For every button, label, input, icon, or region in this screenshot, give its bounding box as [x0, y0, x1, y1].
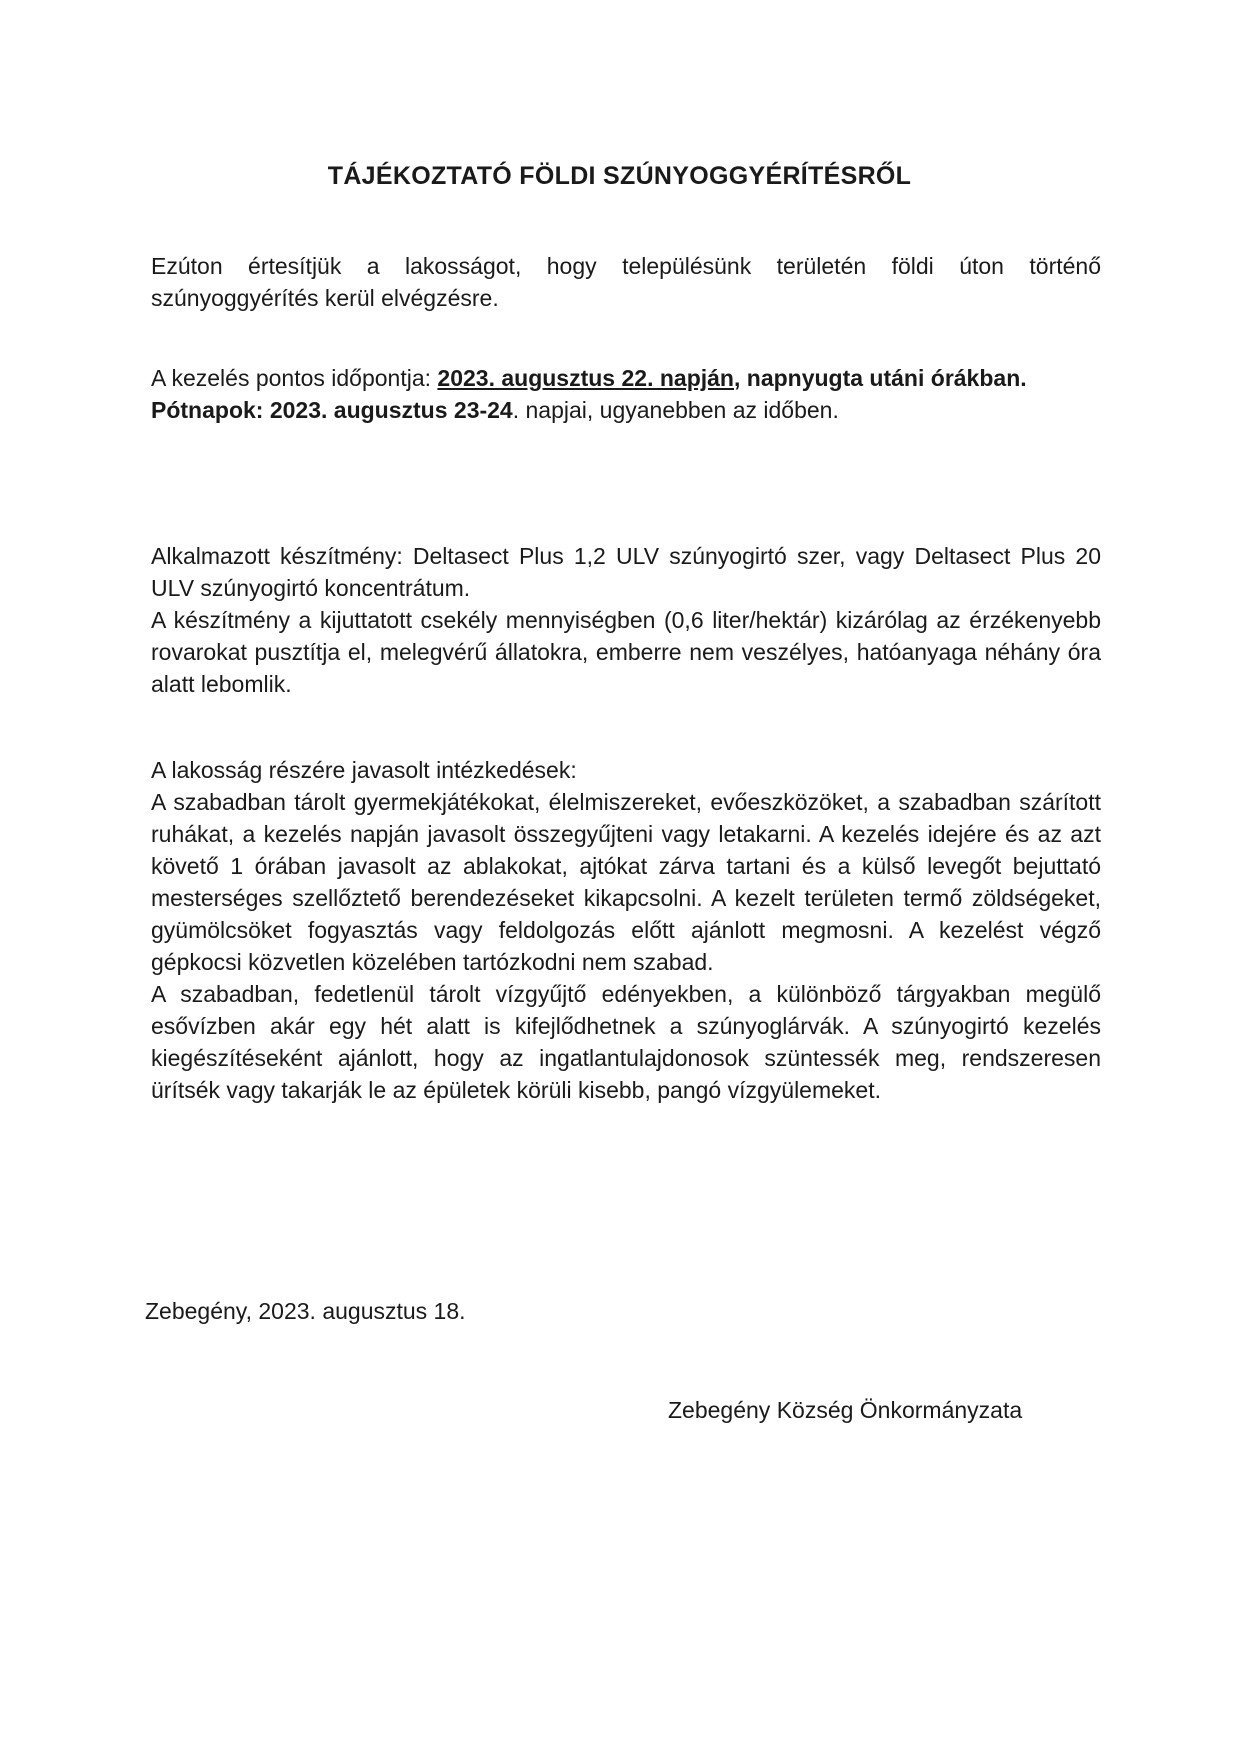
product-name-paragraph: Alkalmazott készítmény: Deltasect Plus 1,2 ULV szúnyogirtó szer, vagy Deltasect Plus 20 ULV szúnyogirtó koncentrátum.	[151, 543, 1101, 601]
product-section	[151, 540, 1101, 700]
measures-paragraph-2: A szabadban, fedetlenül tárolt vízgyűjtő edényekben, a különböző tárgyakban megülő esővízben akár egy hét alatt is kifejlődhetnek a szúnyoglárvák. A szúnyogirtó kezelés kiegészítéseként ajánlott, hogy az ingatlantulajdonosok szüntessék meg, rendszeresen ürítsék vagy takarják le az épületek körüli kisebb, pangó vízgyülemeket.	[151, 981, 1101, 1103]
signature: Zebegény Község Önkormányzata	[668, 1397, 1023, 1423]
product-safety-paragraph: A készítmény a kijuttatott csekély mennyiségben (0,6 liter/hektár) kizárólag az érzékenyebb rovarokat pusztítja el, melegvérű állatokra, emberre nem veszélyes, hatóanyaga néhány óra alatt lebomlik.	[151, 607, 1101, 697]
treatment-schedule	[151, 362, 1101, 426]
measures-paragraph-1: A szabadban tárolt gyermekjátékokat, élelmiszereket, evőeszközöket, a szabadban szárított ruhákat, a kezelés napján javasolt összegyűjteni vagy letakarni. A kezelés idejére és az azt követő 1 órában javasolt az ablakokat, ajtókat zárva tartani és a külső levegőt bejuttató mesterséges szellőztető berendezéseket kikapcsolni. A kezelt területen termő zöldségeket, gyümölcsöket fogyasztás vagy feldolgozás előtt ajánlott megmosni. A kezelést végző gépkocsi közvetlen közelében tartózkodni nem szabad.	[151, 789, 1101, 975]
treatment-time: , napnyugta utáni órákban.	[733, 365, 1027, 391]
measures-heading: A lakosság részére javasolt intézkedések:	[151, 757, 577, 783]
measures-section	[151, 754, 1101, 1106]
backup-days-label: Pótnapok: 2023. augusztus 23-24	[151, 397, 513, 423]
treatment-date-line	[151, 362, 1101, 394]
backup-days-line	[151, 394, 1101, 426]
place-and-date: Zebegény, 2023. augusztus 18.	[145, 1298, 466, 1324]
backup-days-rest: . napjai, ugyanebben az időben.	[512, 397, 839, 423]
treatment-date: 2023. augusztus 22. napján	[437, 365, 734, 391]
document-title: TÁJÉKOZTATÓ FÖLDI SZÚNYOGGYÉRÍTÉSRŐL	[327, 162, 912, 190]
treatment-date-label: A kezelés pontos időpontja:	[151, 365, 438, 391]
intro-paragraph: Ezúton értesítjük a lakosságot, hogy településünk területén földi úton történő szúnyoggyérítés kerül elvégzésre.	[151, 253, 1101, 311]
